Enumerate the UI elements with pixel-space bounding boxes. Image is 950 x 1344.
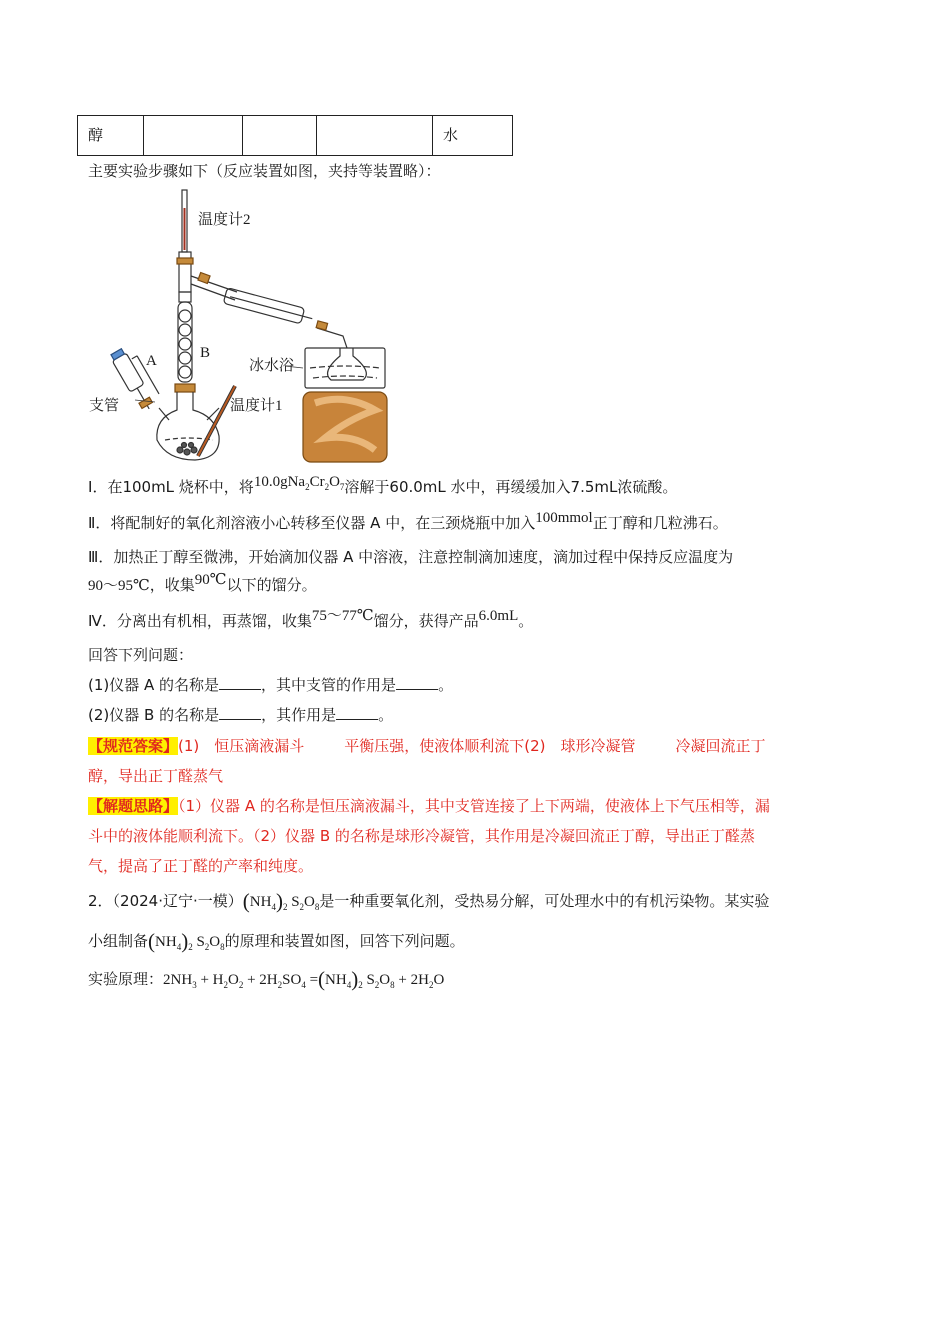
thinking-text: （1）仪器 A 的名称是恒压滴液漏斗，其中支管连接了上下两端，使液体上下气压相等，漏 bbox=[178, 797, 770, 815]
step-1 bbox=[88, 476, 677, 504]
volume: 6.0mL bbox=[478, 608, 519, 624]
question-text: ，其中支管的作用是 bbox=[261, 676, 397, 694]
questions-title: 回答下列问题： bbox=[88, 646, 194, 664]
temperature-range: 90～95℃ bbox=[88, 578, 150, 594]
question-2 bbox=[88, 704, 393, 726]
step-4 bbox=[88, 610, 533, 633]
temperature-range: 75～77℃ bbox=[311, 608, 374, 624]
figure-label-branch: 支管 bbox=[89, 398, 120, 414]
question-1 bbox=[88, 674, 453, 696]
step-text: 溶解于60.0mL 水中，再缓缓加入7.5mL浓硫酸。 bbox=[344, 478, 678, 496]
temperature: 90℃ bbox=[194, 572, 227, 588]
step-text: ，收集 bbox=[149, 576, 195, 594]
step-number: Ⅲ bbox=[88, 548, 99, 566]
question-text: 小组制备 bbox=[88, 932, 149, 950]
apparatus-figure bbox=[85, 188, 395, 470]
step-number: Ⅰ bbox=[88, 478, 93, 496]
figure-label-ice-bath: 冰水浴 bbox=[249, 358, 295, 374]
answer-text: (1) 恒压滴液漏斗 bbox=[178, 737, 305, 755]
formula-na2cr2o7: $10.0gNa_2Cr_2O_7$ bbox=[253, 474, 345, 492]
answer-line-1 bbox=[88, 735, 766, 757]
thinking-line-1 bbox=[88, 795, 770, 817]
thinking-tag: 【解题思路】 bbox=[88, 797, 179, 815]
step-text: ．在100mL 烧杯中，将 bbox=[92, 478, 254, 496]
formula-part: 10.0gNa bbox=[253, 474, 306, 490]
question-text: ，其作用是 bbox=[261, 706, 337, 724]
question-text: (2)仪器 B 的名称是 bbox=[88, 706, 220, 724]
step-text: ．加热正丁醇至微沸，开始滴加仪器 A 中溶液，注意控制滴加速度，滴加过程中保持反应温度为 bbox=[98, 548, 734, 566]
table-cell bbox=[317, 116, 433, 156]
question-text: 实验原理： bbox=[88, 970, 164, 988]
step-2 bbox=[88, 512, 728, 535]
answer-text: 冷凝回流正丁 bbox=[675, 737, 766, 755]
formula-part: O bbox=[329, 474, 340, 490]
step-number: Ⅳ bbox=[88, 612, 102, 630]
question-2-line-2 bbox=[88, 930, 465, 958]
reaction-principle bbox=[88, 968, 444, 996]
data-table bbox=[77, 115, 513, 156]
intro-text: 主要实验步骤如下（反应装置如图，夹持等装置略）： bbox=[88, 162, 441, 180]
question-2-header bbox=[88, 890, 769, 918]
answer-blank[interactable] bbox=[219, 675, 261, 690]
answer-blank[interactable] bbox=[396, 675, 438, 690]
step-3-cont bbox=[88, 574, 317, 597]
answer-text: 平衡压强，使液体顺利流下(2) 球形冷凝管 bbox=[344, 737, 636, 755]
formula-part: Cr bbox=[309, 474, 325, 490]
question-text: (1)仪器 A 的名称是 bbox=[88, 676, 220, 694]
step-text: ．将配制好的氧化剂溶液小心转移至仪器 A 中，在三颈烧瓶中加入 bbox=[95, 514, 536, 532]
figure-label-thermometer-2: 温度计2 bbox=[198, 212, 251, 228]
answer-blank[interactable] bbox=[219, 705, 261, 720]
step-text: 馏分，获得产品 bbox=[373, 612, 479, 630]
step-text: 。 bbox=[518, 612, 534, 630]
amount: 100mmol bbox=[535, 510, 593, 526]
figure-label-a: A bbox=[146, 353, 157, 369]
table-cell: 水 bbox=[433, 116, 513, 156]
question-text: 是一种重要氧化剂，受热易分解，可处理水中的有机污染物。某实验 bbox=[319, 892, 770, 910]
table-cell: 醇 bbox=[78, 116, 144, 156]
question-text: 的原理和装置如图，回答下列问题。 bbox=[224, 932, 465, 950]
answer-line-2: 醇，导出正丁醛蒸气 bbox=[88, 767, 224, 785]
table-cell bbox=[144, 116, 243, 156]
question-number: 2． bbox=[88, 892, 113, 910]
answer-blank[interactable] bbox=[336, 705, 378, 720]
question-source: （2024·辽宁·一模） bbox=[112, 892, 243, 910]
reaction-equation: $2NH_3 + H_2O_2 + 2H_2SO_4 =(NH_4)_2$ $S_2O_8 + 2H_2O$ bbox=[163, 967, 445, 991]
step-3 bbox=[88, 546, 733, 568]
question-text: 。 bbox=[438, 676, 454, 694]
table-cell bbox=[243, 116, 317, 156]
step-text: ．分离出有机相，再蒸馏，收集 bbox=[101, 612, 312, 630]
answer-tag: 【规范答案】 bbox=[88, 737, 179, 755]
thinking-line-2: 斗中的液体能顺利流下。（2）仪器 B 的名称是球形冷凝管，其作用是冷凝回流正丁醇，导出正丁醛蒸 bbox=[88, 827, 755, 845]
formula-nh4-2s2o8: $(NH_4)_2$ $S_2O_8$ bbox=[242, 889, 320, 913]
step-number: Ⅱ bbox=[88, 514, 96, 532]
step-text: 以下的馏分。 bbox=[226, 576, 317, 594]
formula-nh4-2s2o8: $(NH_4)_2$ $S_2O_8$ bbox=[148, 929, 225, 953]
thinking-line-3: 气，提高了正丁醛的产率和纯度。 bbox=[88, 857, 314, 875]
figure-label-b: B bbox=[200, 345, 211, 361]
question-text: 。 bbox=[378, 706, 394, 724]
step-text: 正丁醇和几粒沸石。 bbox=[592, 514, 728, 532]
figure-label-thermometer-1: 温度计1 bbox=[230, 398, 283, 414]
